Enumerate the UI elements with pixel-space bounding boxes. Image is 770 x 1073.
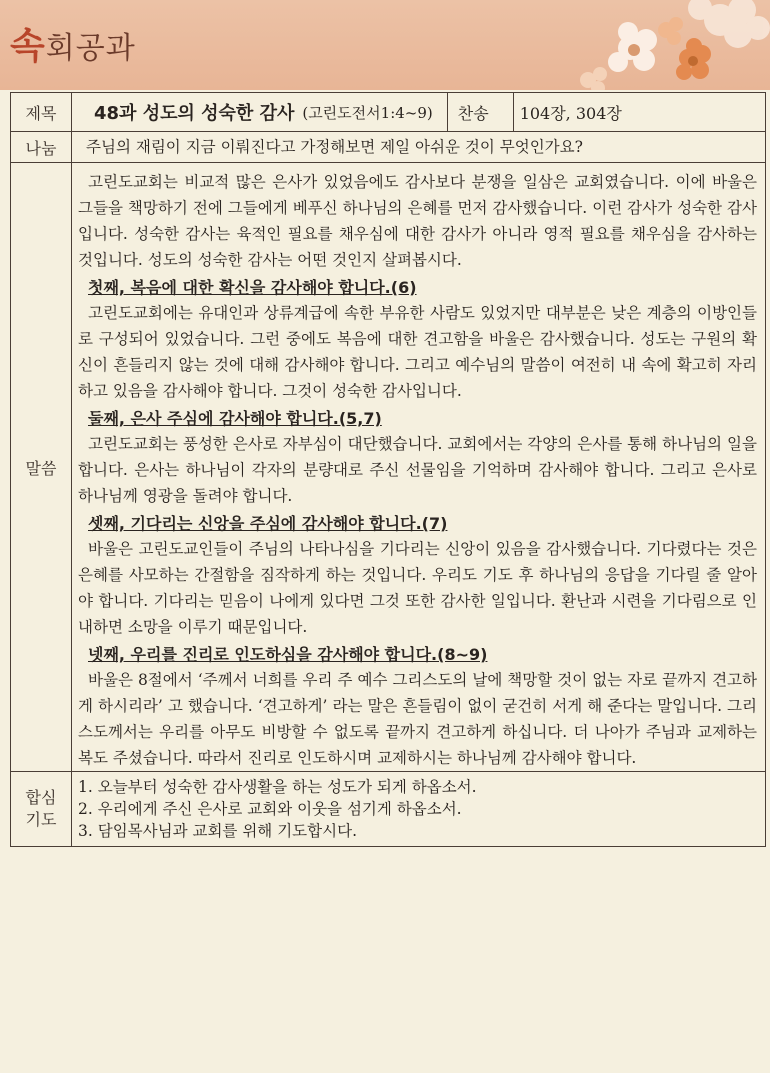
title-label: 제목: [11, 93, 72, 132]
prayer-label: [11, 772, 72, 847]
point-heading: 셋째, 기다리는 신앙을 주심에 감사해야 합니다.(7): [88, 514, 448, 533]
prayer-item: 2. 우리에게 주신 은사로 교회와 이웃을 섬기게 하옵소서.: [78, 800, 462, 818]
point-heading: 넷째, 우리를 진리로 인도하심을 감사해야 합니다.(8~9): [88, 645, 488, 664]
scripture-reference: (고린도전서1:4~9): [302, 103, 433, 122]
point-body: 바울은 8절에서 ‘주께서 너희를 우리 주 예수 그리스도의 날에 책망할 것이 없는 자로 끝까지 견고하게 하시리라’ 고 했습니다. ‘견고하게’ 라는 말은 흔들림이 없이 굳건히 서게 해 준다는 말입니다. 그리스도께서는 우리를 아무도 비방할 수 없도록 끝까지 견고하게 하십니다. 더 나아가 주님과 교제하는 복도 주셨습니다. 따라서 진리로 인도하시며 교제하시는 하나님께 감사해야 합니다.: [78, 671, 757, 767]
prayer-label-line2: 기도: [25, 810, 57, 829]
share-label: 나눔: [11, 132, 72, 163]
divider: [447, 93, 448, 131]
share-row: [11, 132, 766, 163]
point-heading: 첫째, 복음에 대한 확신을 감사해야 합니다.(6): [88, 278, 417, 297]
hymn-label: 찬송: [457, 103, 489, 123]
divider: [513, 93, 514, 131]
prayer-item: 1. 오늘부터 성숙한 감사생활을 하는 성도가 되게 하옵소서.: [78, 778, 477, 796]
sermon-label: 말씀: [11, 163, 72, 772]
page-header: [0, 0, 770, 90]
point-body: 고린도교회에는 유대인과 상류계급에 속한 부유한 사람도 있었지만 대부분은 낮은 계층의 이방인들로 구성되어 있었습니다. 그런 중에도 복음에 대한 견고함을 바울은 감사했습니다. 성도는 구원의 확신이 흔들리지 않는 것에 대해 감사해야 합니다. 그리고 예수님의 말씀이 여전히 내 속에 확고히 자리하고 있음을 감사해야 합니다. 그것이 성숙한 감사입니다.: [78, 304, 757, 400]
brand-first-letter: 속: [10, 26, 46, 67]
lesson-title: 48과 성도의 성숙한 감사: [94, 103, 295, 124]
point-body: 바울은 고린도교인들이 주님의 나타나심을 기다리는 신앙이 있음을 감사했습니다. 기다렸다는 것은 은혜를 사모하는 간절함을 짐작하게 하는 것입니다. 우리도 기도 후 하나님의 응답을 기다릴 줄 알아야 합니다. 기다리는 믿음이 나에게 있다면 그것 또한 감사한 일입니다. 환난과 시련을 기다림으로 인내하면 소망을 이루기 때문입니다.: [78, 540, 757, 636]
hymn-numbers: 104장, 304장: [519, 103, 622, 123]
prayer-list: [72, 772, 765, 846]
point-heading: 둘째, 은사 주심에 감사해야 합니다.(5,7): [88, 409, 382, 428]
share-question: 주님의 재림이 지금 이뤄진다고 가정해보면 제일 아쉬운 것이 무엇인가요?: [86, 138, 583, 156]
lesson-table: [10, 92, 766, 847]
brand-rest: 회공과: [45, 31, 136, 66]
title-row: [11, 93, 766, 132]
prayer-item: 3. 담임목사님과 교회를 위해 기도합시다.: [78, 822, 357, 840]
sermon-body: [72, 163, 765, 771]
sermon-intro: 고린도교회는 비교적 많은 은사가 있었음에도 감사보다 분쟁을 일삼은 교회였습니다. 이에 바울은 그들을 책망하기 전에 그들에게 베푸신 하나님의 은혜를 먼저 감사했습니다. 이런 감사가 성숙한 감사입니다. 성숙한 감사는 육적인 필요를 채우심에 대한 감사가 아니라 영적 필요를 채우심을 감사하는 것입니다. 성도의 성숙한 감사는 어떤 것인지 살펴봅시다.: [78, 173, 757, 269]
sermon-row: [11, 163, 766, 772]
brand-title: [10, 18, 136, 69]
prayer-row: [11, 772, 766, 847]
flower-decoration-icon: [570, 0, 770, 90]
point-body: 고린도교회는 풍성한 은사로 자부심이 대단했습니다. 교회에서는 각양의 은사를 통해 하나님의 일을 합니다. 은사는 하나님이 각자의 분량대로 주신 선물임을 기억하며 감사해야 합니다. 그리고 은사로 하나님께 영광을 돌려야 합니다.: [78, 435, 757, 505]
prayer-label-line1: 합심: [25, 788, 57, 807]
